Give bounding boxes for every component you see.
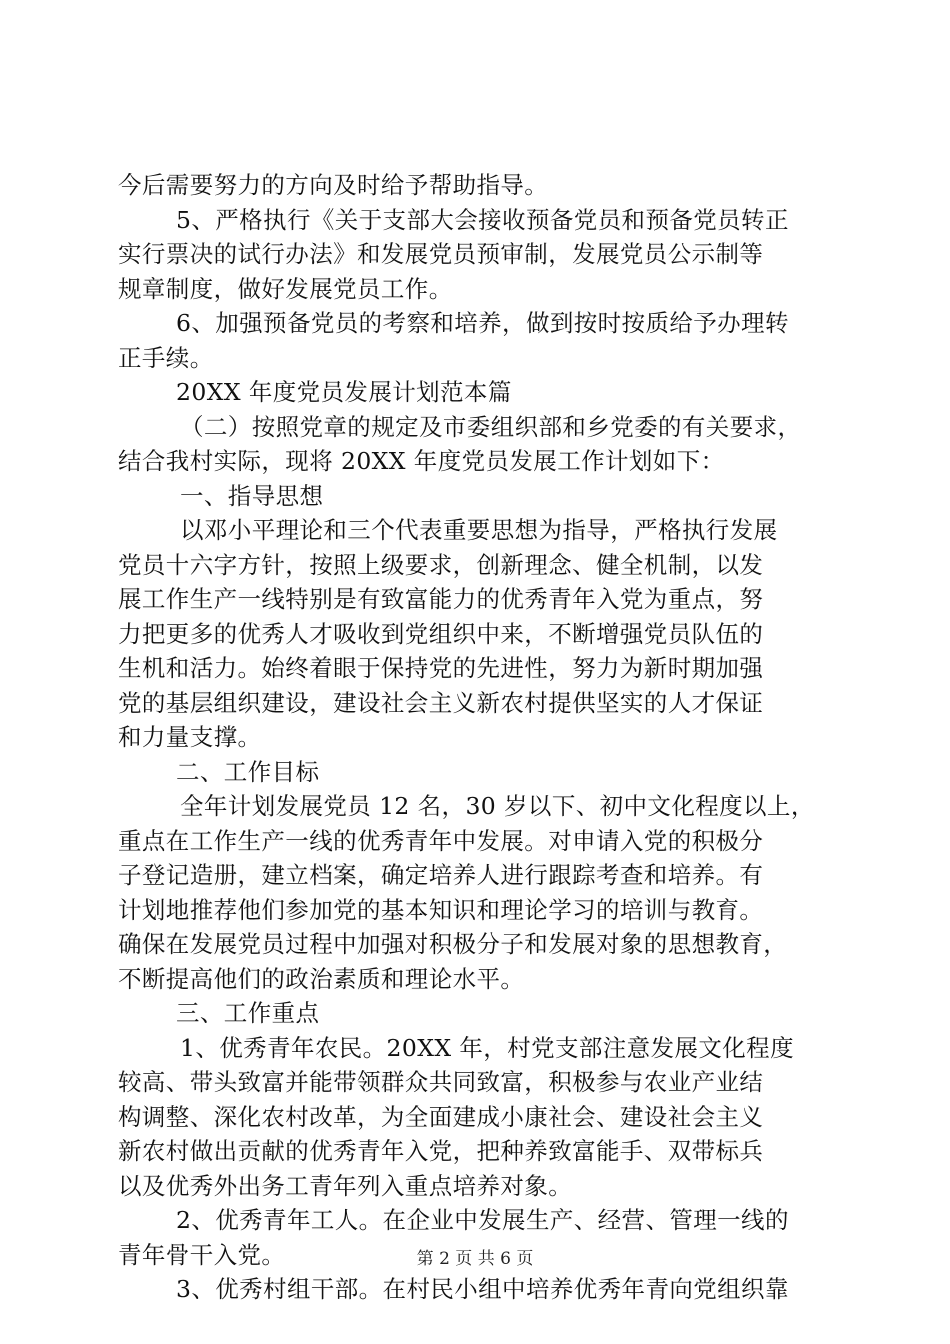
section-heading: 三、工作重点 — [176, 999, 320, 1027]
text-line: 3、优秀村组干部。在村民小组中培养优秀年青向党组织靠 — [176, 1275, 789, 1303]
text-line: 党员十六字方针，按照上级要求，创新理念、健全机制，以发 — [118, 550, 764, 579]
text-line: 今后需要努力的方向及时给予帮助指导。 — [118, 171, 549, 199]
document-body — [118, 168, 834, 1307]
section-heading: 一、指导思想 — [180, 481, 324, 510]
text-line: 重点在工作生产一线的优秀青年中发展。对申请入党的积极分 — [118, 826, 764, 855]
text-line: 正手续。 — [118, 343, 214, 372]
text-line: 构调整、深化农村改革，为全面建成小康社会、建设社会主义 — [118, 1102, 764, 1131]
text-line: 2、优秀青年工人。在企业中发展生产、经营、管理一线的 — [176, 1206, 789, 1234]
text-line: 力把更多的优秀人才吸收到党组织中来，不断增强党员队伍的 — [118, 619, 764, 648]
text-line: 6、加强预备党员的考察和培养，做到按时按质给予办理转 — [176, 309, 789, 337]
text-line: 和力量支撑。 — [118, 723, 262, 751]
section-title: 20XX 年度党员发展计划范本篇 — [176, 378, 512, 406]
text-line: 新农村做出贡献的优秀青年入党，把种养致富能手、双带标兵 — [118, 1137, 764, 1165]
text-line: 全年计划发展党员 12 名，30 岁以下、初中文化程度以上， — [180, 792, 815, 820]
text-line: 不断提高他们的政治素质和理论水平。 — [118, 964, 525, 993]
text-line: 青年骨干入党。 — [118, 1240, 286, 1269]
text-line: 以邓小平理论和三个代表重要思想为指导，严格执行发展 — [180, 516, 778, 544]
text-line: 较高、带头致富并能带领群众共同致富，积极参与农业产业结 — [118, 1068, 764, 1096]
text-line: 生机和活力。始终着眼于保持党的先进性，努力为新时期加强 — [118, 654, 764, 682]
text-line: 实行票决的试行办法》和发展党员预审制，发展党员公示制等 — [118, 240, 764, 268]
text-line: 5、严格执行《关于支部大会接收预备党员和预备党员转正 — [176, 205, 789, 234]
section-heading: 二、工作目标 — [176, 757, 320, 786]
text-line: 1、优秀青年农民。20XX 年，村党支部注意发展文化程度 — [180, 1033, 794, 1062]
text-line: 确保在发展党员过程中加强对积极分子和发展对象的思想教育， — [118, 930, 788, 958]
text-line: 结合我村实际，现将 20XX 年度党员发展工作计划如下： — [118, 447, 725, 475]
text-line: 计划地推荐他们参加党的基本知识和理论学习的培训与教育。 — [118, 895, 764, 924]
text-line: 子登记造册，建立档案，确定培养人进行跟踪考查和培养。有 — [118, 861, 764, 889]
text-line: 党的基层组织建设，建设社会主义新农村提供坚实的人才保证 — [118, 688, 764, 717]
text-line: 以及优秀外出务工青年列入重点培养对象。 — [118, 1171, 573, 1200]
text-line: 展工作生产一线特别是有致富能力的优秀青年入党为重点，努 — [118, 585, 764, 613]
text-line: （二）按照党章的规定及市委组织部和乡党委的有关要求， — [180, 412, 802, 441]
text-line: 规章制度，做好发展党员工作。 — [118, 274, 453, 303]
page-number: 第 2 页 共 6 页 — [416, 1249, 534, 1269]
